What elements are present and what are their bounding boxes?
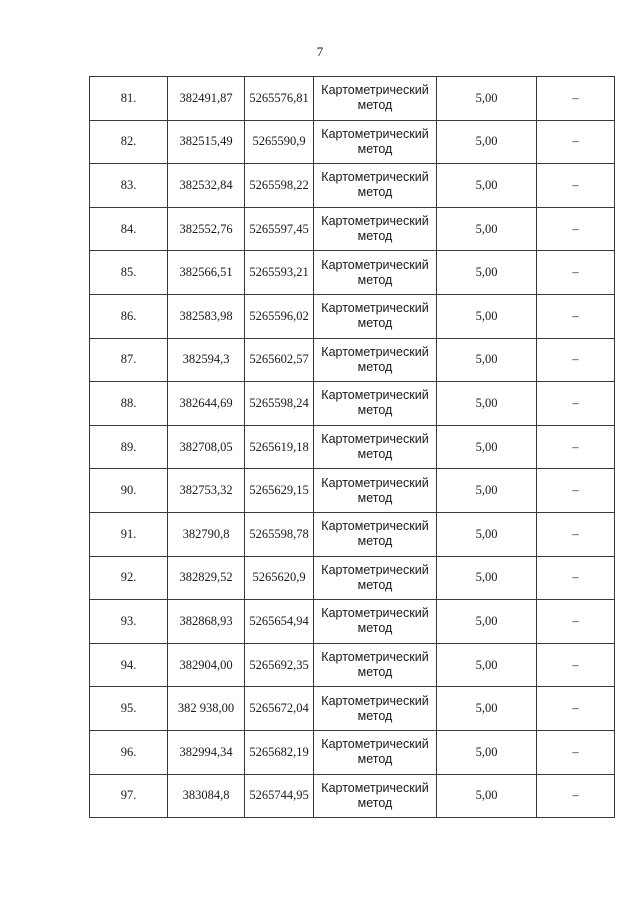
accuracy-cell [437, 512, 537, 556]
dash-cell [537, 687, 615, 731]
table-row [90, 207, 615, 251]
x-coordinate-cell-text: 382515,49 [179, 134, 233, 149]
point-number-cell [90, 512, 168, 556]
x-coordinate-cell-text: 382583,98 [179, 308, 233, 323]
x-coordinate-cell [168, 469, 245, 513]
accuracy-cell-text: 5,00 [475, 177, 498, 192]
method-cell-text: Картометрический метод [321, 344, 429, 374]
method-cell [314, 469, 437, 513]
method-cell-text: Картометрический метод [321, 475, 429, 505]
x-coordinate-cell [168, 207, 245, 251]
accuracy-cell [437, 77, 537, 121]
accuracy-cell-text: 5,00 [475, 613, 498, 628]
method-cell [314, 164, 437, 208]
y-coordinate-cell-text: 5265682,19 [249, 744, 309, 759]
point-number-cell-text: 92. [120, 570, 137, 585]
y-coordinate-cell-text: 5265598,24 [249, 395, 309, 410]
point-number-cell-text: 93. [120, 613, 137, 628]
x-coordinate-cell-text: 382644,69 [179, 395, 233, 410]
point-number-cell [90, 556, 168, 600]
dash-cell [537, 600, 615, 644]
dash-cell [537, 77, 615, 121]
dash-cell [537, 294, 615, 338]
point-number-cell [90, 600, 168, 644]
accuracy-cell [437, 207, 537, 251]
y-coordinate-cell [245, 120, 314, 164]
point-number-cell-text: 83. [120, 177, 137, 192]
point-number-cell [90, 687, 168, 731]
x-coordinate-cell-text: 382 938,00 [177, 701, 235, 716]
x-coordinate-cell-text: 382491,87 [179, 90, 233, 105]
accuracy-cell-text: 5,00 [475, 395, 498, 410]
x-coordinate-cell [168, 338, 245, 382]
x-coordinate-cell [168, 600, 245, 644]
dash-cell [537, 643, 615, 687]
method-cell-text: Картометрический метод [321, 301, 429, 331]
table-row [90, 164, 615, 208]
dash-cell-text: – [572, 613, 579, 628]
x-coordinate-cell [168, 251, 245, 295]
accuracy-cell [437, 687, 537, 731]
table-row [90, 425, 615, 469]
y-coordinate-cell [245, 338, 314, 382]
method-cell-text: Картометрический метод [321, 83, 429, 113]
table-row [90, 251, 615, 295]
table-row [90, 469, 615, 513]
dash-cell [537, 207, 615, 251]
y-coordinate-cell [245, 730, 314, 774]
x-coordinate-cell-text: 382566,51 [179, 265, 233, 280]
point-number-cell [90, 425, 168, 469]
point-number-cell [90, 643, 168, 687]
dash-cell [537, 774, 615, 818]
method-cell [314, 774, 437, 818]
point-number-cell-text: 87. [120, 352, 137, 367]
y-coordinate-cell-text: 5265629,15 [249, 483, 309, 498]
method-cell [314, 338, 437, 382]
x-coordinate-cell [168, 687, 245, 731]
y-coordinate-cell-text: 5265602,57 [249, 352, 309, 367]
method-cell [314, 600, 437, 644]
x-coordinate-cell [168, 164, 245, 208]
method-cell [314, 556, 437, 600]
dash-cell-text: – [572, 134, 579, 149]
dash-cell-text: – [572, 221, 579, 236]
x-coordinate-cell-text: 382753,32 [179, 483, 233, 498]
x-coordinate-cell [168, 643, 245, 687]
method-cell-text: Картометрический метод [321, 257, 429, 287]
accuracy-cell-text: 5,00 [475, 221, 498, 236]
y-coordinate-cell [245, 512, 314, 556]
dash-cell [537, 469, 615, 513]
y-coordinate-cell [245, 469, 314, 513]
table-body [90, 77, 615, 818]
dash-cell [537, 730, 615, 774]
dash-cell-text: – [572, 744, 579, 759]
table-row [90, 294, 615, 338]
dash-cell-text: – [572, 483, 579, 498]
y-coordinate-cell-text: 5265598,22 [249, 177, 309, 192]
dash-cell-text: – [572, 526, 579, 541]
method-cell-text: Картометрический метод [321, 126, 429, 156]
x-coordinate-cell-text: 382552,76 [179, 221, 233, 236]
dash-cell-text: – [572, 570, 579, 585]
method-cell-text: Картометрический метод [321, 519, 429, 549]
point-number-cell [90, 382, 168, 426]
x-coordinate-cell-text: 382829,52 [179, 570, 233, 585]
x-coordinate-cell-text: 382904,00 [179, 657, 233, 672]
table-row [90, 600, 615, 644]
dash-cell-text: – [572, 395, 579, 410]
point-number-cell [90, 730, 168, 774]
accuracy-cell [437, 730, 537, 774]
accuracy-cell [437, 294, 537, 338]
point-number-cell [90, 294, 168, 338]
x-coordinate-cell [168, 730, 245, 774]
accuracy-cell [437, 425, 537, 469]
accuracy-cell [437, 556, 537, 600]
table-row [90, 77, 615, 121]
point-number-cell-text: 88. [120, 395, 137, 410]
y-coordinate-cell-text: 5265593,21 [249, 265, 309, 280]
point-number-cell-text: 84. [120, 221, 137, 236]
x-coordinate-cell [168, 77, 245, 121]
y-coordinate-cell [245, 164, 314, 208]
x-coordinate-cell-text: 382994,34 [179, 744, 233, 759]
accuracy-cell [437, 382, 537, 426]
x-coordinate-cell-text: 382868,93 [179, 613, 233, 628]
accuracy-cell-text: 5,00 [475, 439, 498, 454]
x-coordinate-cell [168, 512, 245, 556]
method-cell [314, 425, 437, 469]
dash-cell-text: – [572, 657, 579, 672]
method-cell-text: Картометрический метод [321, 388, 429, 418]
method-cell-text: Картометрический метод [321, 650, 429, 680]
point-number-cell [90, 338, 168, 382]
method-cell-text: Картометрический метод [321, 780, 429, 810]
dash-cell [537, 512, 615, 556]
point-number-cell-text: 82. [120, 134, 137, 149]
point-number-cell [90, 120, 168, 164]
accuracy-cell [437, 643, 537, 687]
y-coordinate-cell [245, 382, 314, 426]
y-coordinate-cell-text: 5265596,02 [249, 308, 309, 323]
dash-cell-text: – [572, 701, 579, 716]
y-coordinate-cell [245, 600, 314, 644]
page-number: 7 [316, 44, 324, 59]
accuracy-cell-text: 5,00 [475, 308, 498, 323]
accuracy-cell-text: 5,00 [475, 526, 498, 541]
table-row [90, 687, 615, 731]
method-cell [314, 512, 437, 556]
accuracy-cell-text: 5,00 [475, 570, 498, 585]
accuracy-cell-text: 5,00 [475, 788, 498, 803]
method-cell [314, 687, 437, 731]
y-coordinate-cell-text: 5265597,45 [249, 221, 309, 236]
method-cell [314, 77, 437, 121]
method-cell-text: Картометрический метод [321, 562, 429, 592]
x-coordinate-cell-text: 382532,84 [179, 177, 233, 192]
dash-cell-text: – [572, 788, 579, 803]
accuracy-cell-text: 5,00 [475, 483, 498, 498]
dash-cell-text: – [572, 90, 579, 105]
method-cell-text: Картометрический метод [321, 693, 429, 723]
table-row [90, 730, 615, 774]
method-cell [314, 643, 437, 687]
accuracy-cell-text: 5,00 [475, 90, 498, 105]
point-number-cell [90, 774, 168, 818]
y-coordinate-cell-text: 5265692,35 [249, 657, 309, 672]
x-coordinate-cell-text: 383084,8 [182, 788, 230, 803]
method-cell [314, 207, 437, 251]
y-coordinate-cell-text: 5265598,78 [249, 526, 309, 541]
point-number-cell [90, 77, 168, 121]
table-row [90, 382, 615, 426]
x-coordinate-cell-text: 382790,8 [182, 526, 230, 541]
dash-cell [537, 382, 615, 426]
table-row [90, 120, 615, 164]
table-row [90, 338, 615, 382]
point-number-cell-text: 95. [120, 701, 137, 716]
dash-cell [537, 251, 615, 295]
point-number-cell-text: 81. [120, 90, 137, 105]
y-coordinate-cell-text: 5265672,04 [249, 701, 309, 716]
x-coordinate-cell [168, 120, 245, 164]
accuracy-cell [437, 251, 537, 295]
y-coordinate-cell-text: 5265619,18 [249, 439, 309, 454]
method-cell-text: Картометрический метод [321, 170, 429, 200]
y-coordinate-cell-text: 5265576,81 [249, 90, 309, 105]
method-cell-text: Картометрический метод [321, 606, 429, 636]
table-row [90, 774, 615, 818]
y-coordinate-cell [245, 294, 314, 338]
accuracy-cell-text: 5,00 [475, 701, 498, 716]
method-cell-text: Картометрический метод [321, 432, 429, 462]
dash-cell [537, 556, 615, 600]
point-number-cell-text: 85. [120, 265, 137, 280]
accuracy-cell-text: 5,00 [475, 352, 498, 367]
dash-cell-text: – [572, 352, 579, 367]
y-coordinate-cell-text: 5265744,95 [249, 788, 309, 803]
method-cell [314, 382, 437, 426]
dash-cell [537, 120, 615, 164]
accuracy-cell-text: 5,00 [475, 657, 498, 672]
accuracy-cell [437, 600, 537, 644]
dash-cell-text: – [572, 177, 579, 192]
y-coordinate-cell [245, 643, 314, 687]
y-coordinate-cell-text: 5265590,9 [252, 134, 306, 149]
point-number-cell-text: 90. [120, 483, 137, 498]
method-cell-text: Картометрический метод [321, 214, 429, 244]
method-cell [314, 294, 437, 338]
point-number-cell-text: 91. [120, 526, 137, 541]
y-coordinate-cell [245, 774, 314, 818]
method-cell-text: Картометрический метод [321, 737, 429, 767]
y-coordinate-cell-text: 5265654,94 [249, 613, 309, 628]
point-number-cell [90, 251, 168, 295]
dash-cell [537, 338, 615, 382]
point-number-cell-text: 86. [120, 308, 137, 323]
accuracy-cell [437, 469, 537, 513]
x-coordinate-cell [168, 774, 245, 818]
accuracy-cell [437, 120, 537, 164]
method-cell [314, 730, 437, 774]
point-number-cell-text: 89. [120, 439, 137, 454]
point-number-cell-text: 94. [120, 657, 137, 672]
point-number-cell [90, 469, 168, 513]
point-number-cell [90, 207, 168, 251]
accuracy-cell [437, 164, 537, 208]
accuracy-cell [437, 338, 537, 382]
method-cell [314, 251, 437, 295]
accuracy-cell-text: 5,00 [475, 134, 498, 149]
y-coordinate-cell [245, 687, 314, 731]
dash-cell [537, 425, 615, 469]
x-coordinate-cell-text: 382708,05 [179, 439, 233, 454]
table-row [90, 643, 615, 687]
y-coordinate-cell [245, 556, 314, 600]
y-coordinate-cell-text: 5265620,9 [252, 570, 306, 585]
accuracy-cell-text: 5,00 [475, 744, 498, 759]
coordinates-table [89, 76, 615, 818]
y-coordinate-cell [245, 251, 314, 295]
y-coordinate-cell [245, 425, 314, 469]
accuracy-cell [437, 774, 537, 818]
y-coordinate-cell [245, 207, 314, 251]
table-row [90, 512, 615, 556]
method-cell [314, 120, 437, 164]
x-coordinate-cell [168, 382, 245, 426]
x-coordinate-cell [168, 556, 245, 600]
dash-cell-text: – [572, 308, 579, 323]
table-row [90, 556, 615, 600]
x-coordinate-cell-text: 382594,3 [182, 352, 230, 367]
dash-cell-text: – [572, 439, 579, 454]
point-number-cell-text: 96. [120, 744, 137, 759]
x-coordinate-cell [168, 425, 245, 469]
accuracy-cell-text: 5,00 [475, 265, 498, 280]
y-coordinate-cell [245, 77, 314, 121]
x-coordinate-cell [168, 294, 245, 338]
point-number-cell-text: 97. [120, 788, 137, 803]
point-number-cell [90, 164, 168, 208]
dash-cell [537, 164, 615, 208]
dash-cell-text: – [572, 265, 579, 280]
